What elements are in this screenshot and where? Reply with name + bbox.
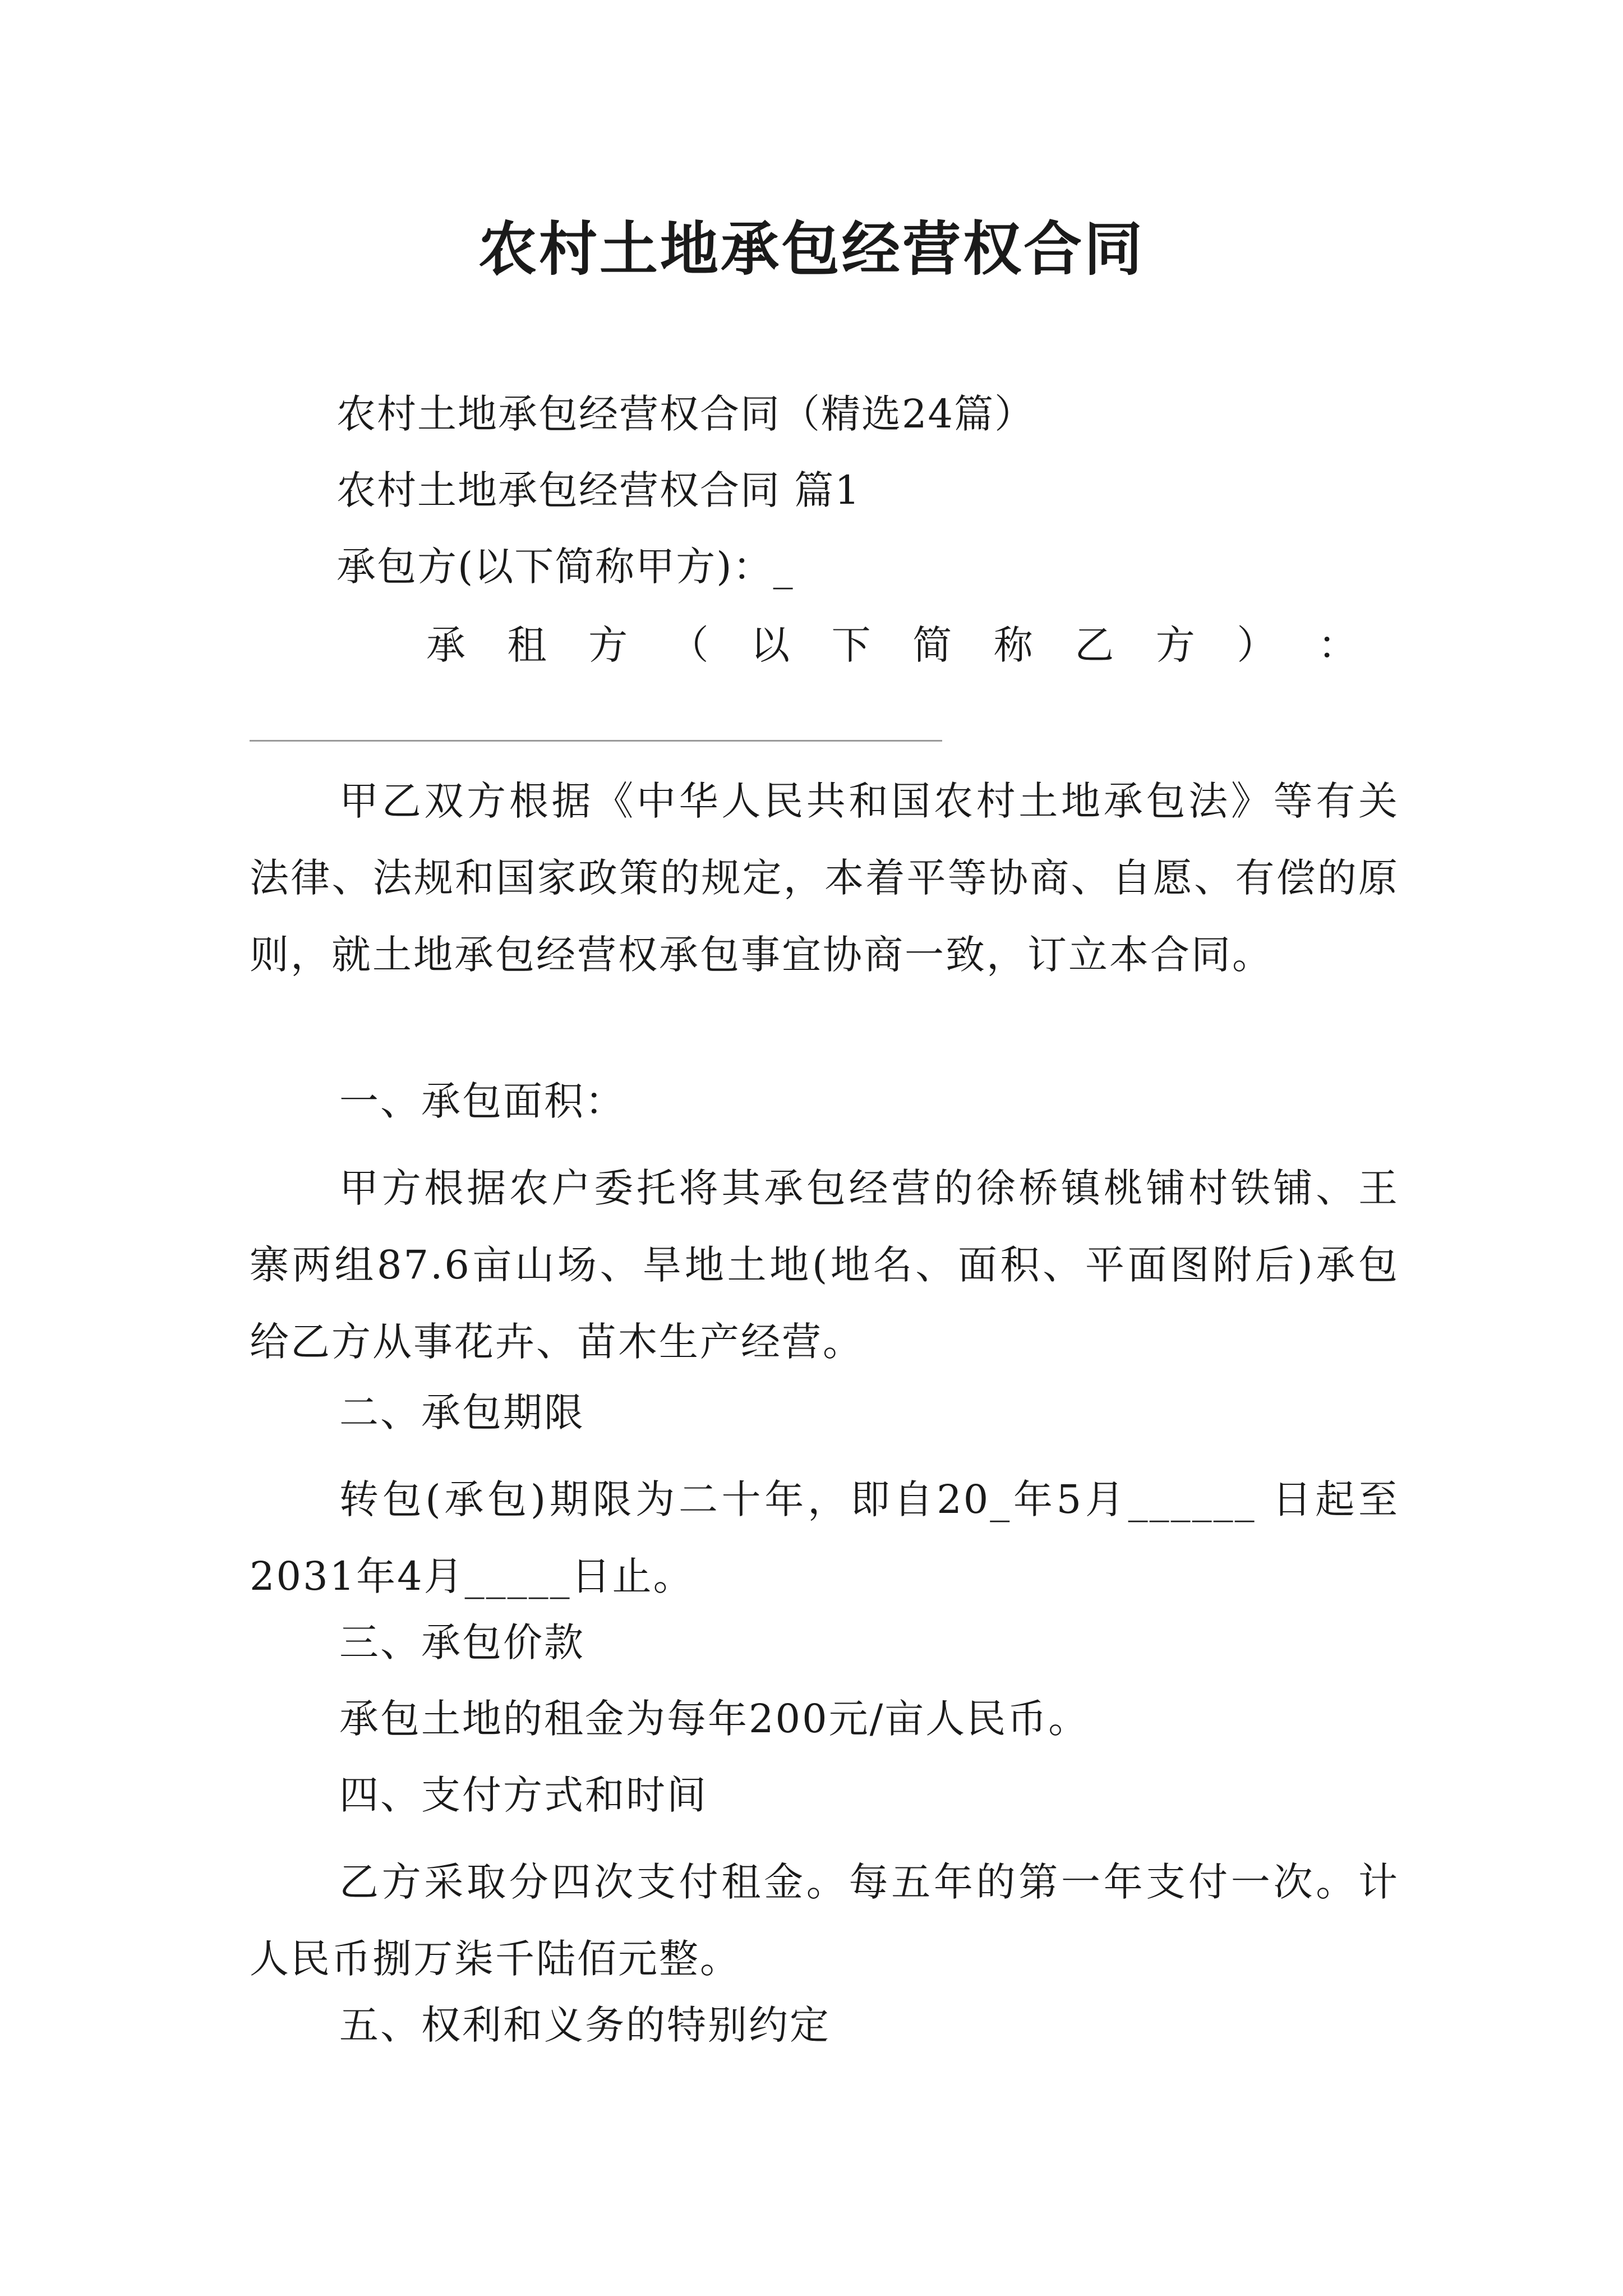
section-label: 农村土地承包经营权合同 篇1: [336, 467, 861, 513]
section-2-heading: 二、承包期限: [339, 1389, 585, 1435]
party-b-char: 下: [831, 622, 871, 668]
document-subtitle: 农村土地承包经营权合同（精选24篇）: [336, 391, 1035, 437]
section-5-heading: 五、权利和义务的特别约定: [339, 2002, 831, 2048]
section-1-body: 甲方根据农户委托将其承包经营的徐桥镇桃铺村铁铺、王寨两组87.6亩山场、旱地土地(地名、面积、平面图附后)承包给乙方从事花卉、苗木生产经营。: [250, 1165, 1399, 1365]
section-4-body: 乙方采取分四次支付租金。每五年的第一年支付一次。计人民币捌万柒千陆佰元整。: [250, 1859, 1399, 1982]
party-a-line: 承包方(以下简称甲方)：_: [336, 544, 794, 590]
party-b-char: （: [669, 622, 709, 668]
party-b-char: 称: [993, 622, 1033, 668]
section-3-heading: 三、承包价款: [339, 1619, 585, 1665]
intro-paragraph: 甲乙双方根据《中华人民共和国农村土地承包法》等有关法律、法规和国家政策的规定，本着平等协商、自愿、有偿的原则，就土地承包经营权承包事宜协商一致，订立本合同。: [250, 778, 1399, 978]
party-b-char: 乙: [1075, 622, 1114, 668]
party-b-char: 方: [588, 622, 628, 668]
party-b-char: 方: [1155, 622, 1195, 668]
section-3-body: 承包土地的租金为每年200元/亩人民币。: [339, 1696, 1090, 1742]
section-2-body: 转包(承包)期限为二十年，即自20_年5月______ 日起至2031年4月_____日止。: [250, 1476, 1399, 1599]
party-b-char: ：: [1317, 622, 1357, 668]
party-b-char: 租: [507, 622, 547, 668]
party-b-char: 简: [912, 622, 952, 668]
party-b-char: ）: [1237, 622, 1276, 668]
signature-underline: [250, 740, 942, 742]
party-b-char: 以: [750, 622, 790, 668]
party-b-line: [426, 617, 1357, 673]
party-b-char: 承: [426, 622, 465, 668]
section-4-heading: 四、支付方式和时间: [339, 1772, 708, 1818]
section-1-heading: 一、承包面积：: [339, 1078, 626, 1124]
document-title: 农村土地承包经营权合同: [478, 214, 1145, 283]
